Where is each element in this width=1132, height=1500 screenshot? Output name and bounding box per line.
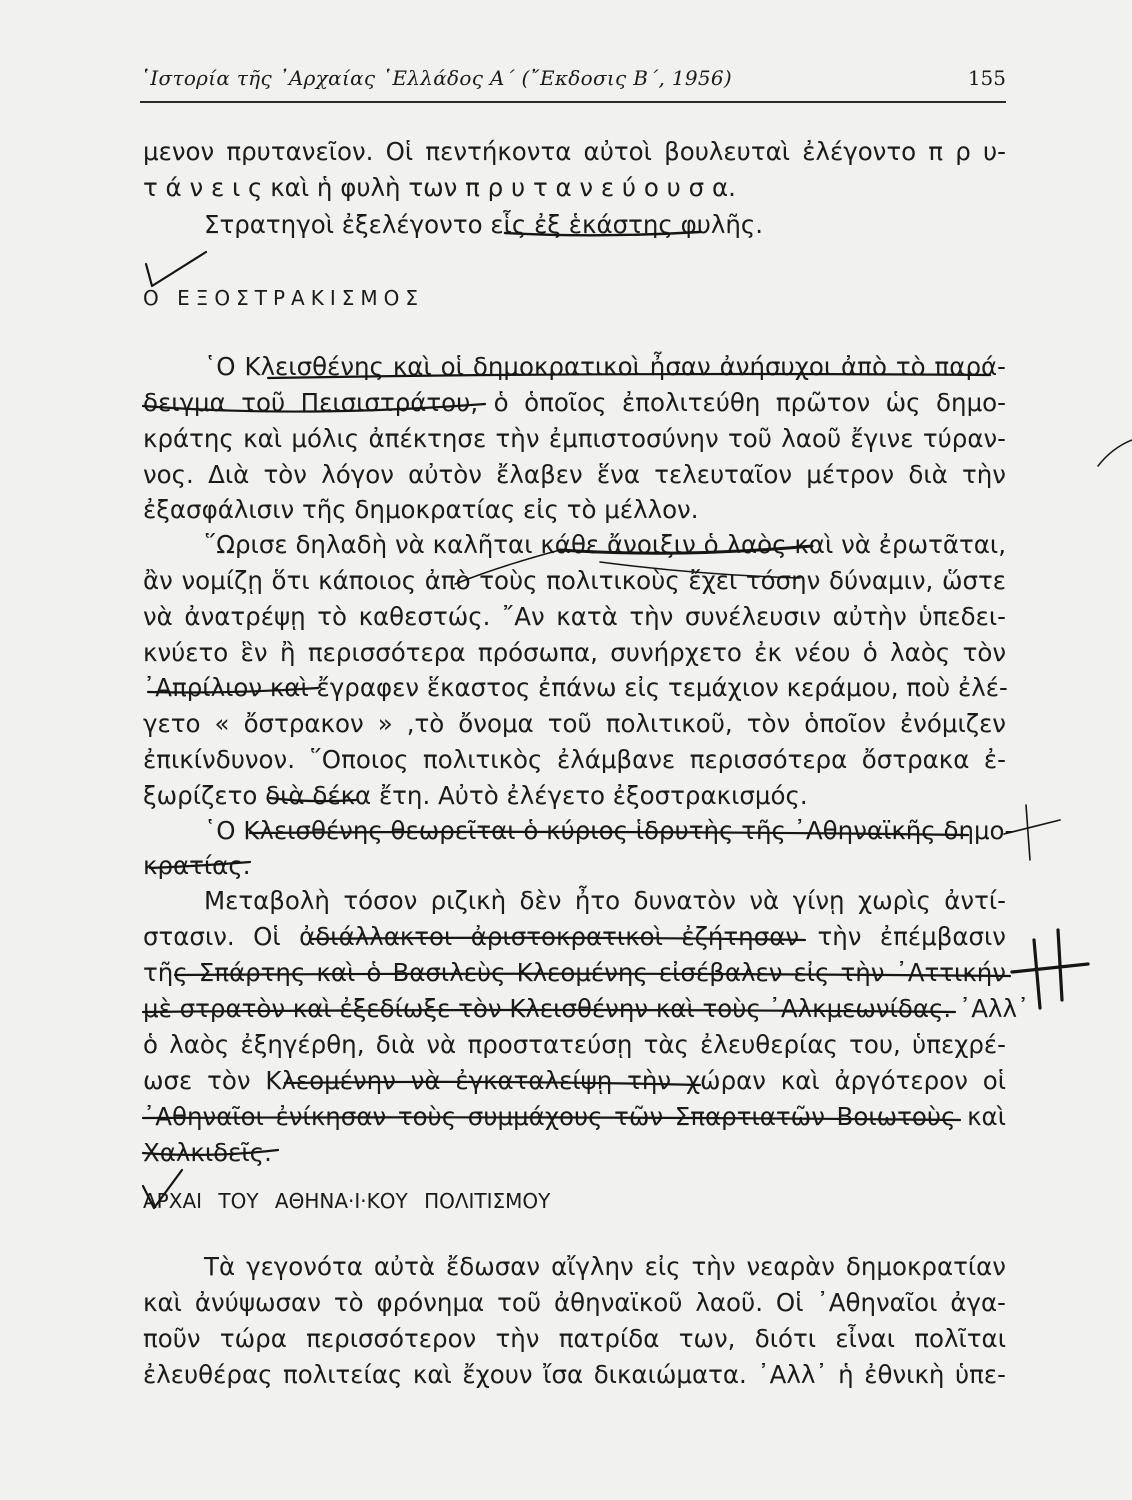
text-line: ἐπικίνδυνον. ῞Οποιος πολιτικὸς ἐλάμβανε περισσότερα ὄστρακα ἐ- (143, 745, 1006, 774)
text-line: ἐλευθέρας πολιτείας καὶ ἔχουν ἴσα δικαιώματα. ᾿Αλλ᾿ ἡ ἐθνικὴ ὑπε- (143, 1360, 1006, 1389)
text-line: μὲ στρατὸν καὶ ἐξεδίωξε τὸν Κλεισθένην καὶ τοὺς ᾿Αλκμεωνίδας. ᾿Αλλ᾿ (143, 994, 1030, 1023)
text-line: ποῦν τώρα περισσότερον τὴν πατρίδα των, διότι εἶναι πολῖται (143, 1324, 1006, 1353)
text-line: τ ά ν ε ι ς καὶ ἡ φυλὴ των π ρ υ τ α ν ε ύ ο υ σ α. (143, 173, 736, 202)
text-line: στασιν. Οἱ ἀδιάλλακτοι ἀριστοκρατικοὶ ἐζήτησαν τὴν ἐπέμβασιν (143, 922, 1006, 951)
header-rule (140, 101, 1006, 103)
running-head-title: ῾Ιστορία τῆς ᾿Αρχαίας ῾Ελλάδος Α΄ (῎Εκδοσις Β΄, 1956) (140, 66, 733, 90)
text-line: ωσε τὸν Κλεομένην νὰ ἐγκαταλείψῃ τὴν χώραν καὶ ἀργότερον οἱ (143, 1066, 1006, 1095)
text-line: ᾿Αθηναῖοι ἐνίκησαν τοὺς συμμάχους τῶν Σπαρτιατῶν Βοιωτοὺς καὶ (143, 1102, 1006, 1131)
section-heading-athenian-culture: ΑΡΧΑΙ ΤΟΥ ΑΘΗΝΑ·Ι·ΚΟΥ ΠΟΛΙΤΙΣΜΟΥ (143, 1189, 551, 1213)
running-head (140, 66, 1012, 100)
page-number: 155 (967, 66, 1006, 90)
text-line: ἐξασφάλισιν τῆς δημοκρατίας εἰς τὸ μέλλον. (143, 495, 699, 524)
text-line: τῆς Σπάρτης καὶ ὁ Βασιλεὺς Κλεομένης εἰσέβαλεν εἰς τὴν ᾿Αττικήν (143, 958, 1006, 987)
text-line: νος. Διὰ τὸν λόγον αὐτὸν ἔλαβεν ἕνα τελευταῖον μέτρον διὰ τὴν (143, 460, 1006, 489)
pen-margin-stroke (1098, 440, 1132, 466)
text-line: ῞Ωρισε δηλαδὴ νὰ καλῆται κάθε ἄνοιξιν ὁ λαὸς καὶ νὰ ἐρωτᾶται, (204, 530, 1006, 559)
text-line: κρατίας. (143, 851, 251, 880)
text-line: ἂν νομίζῃ ὅτι κάποιος ἀπὸ τοὺς πολιτικοὺς ἔχει τόσην δύναμιν, ὥστε (143, 566, 1006, 595)
text-line: γετο « ὄστρακον » ,τὸ ὄνομα τοῦ πολιτικοῦ, τὸν ὁποῖον ἐνόμιζεν (143, 709, 1006, 738)
text-line: δειγμα τοῦ Πεισιστράτου, ὁ ὁποῖος ἐπολιτεύθη πρῶτον ὡς δημο- (143, 388, 1006, 417)
text-line: καὶ ἀνύψωσαν τὸ φρόνημα τοῦ ἀθηναϊκοῦ λαοῦ. Οἱ ᾿Αθηναῖοι ἀγα- (143, 1288, 1006, 1317)
text-line: ᾿Απρίλιον καὶ ἔγραφεν ἕκαστος ἐπάνω εἰς τεμάχιον κεράμου, ποὺ ἐλέ- (143, 673, 1008, 702)
text-line: Στρατηγοὶ ἐξελέγοντο εἷς ἐξ ἑκάστης φυλῆς. (204, 210, 764, 239)
text-line: μενον πρυτανεῖον. Οἱ πεντήκοντα αὐτοὶ βουλευταὶ ἐλέγοντο π ρ υ- (143, 137, 1006, 166)
text-line: κράτης καὶ μόλις ἀπέκτησε τὴν ἐμπιστοσύνην τοῦ λαοῦ ἔγινε τύραν- (143, 424, 1006, 453)
text-line: ξωρίζετο διὰ δέκα ἔτη. Αὐτὸ ἐλέγετο ἐξοστρακισμός. (143, 781, 808, 810)
section-heading-ostracism: Ο ΕΞΟΣΤΡΑΚΙΣΜΟΣ (143, 286, 424, 310)
text-line: ῾Ο Κλεισθένης θεωρεῖται ὁ κύριος ἱδρυτὴς τῆς ᾿Αθηναϊκῆς δημο- (204, 816, 1014, 845)
text-line: Τὰ γεγονότα αὐτὰ ἔδωσαν αἴγλην εἰς τὴν νεαρὰν δημοκρατίαν (204, 1252, 1006, 1281)
text-line: νὰ ἀνατρέψῃ τὸ καθεστώς. ῎Αν κατὰ τὴν συνέλευσιν αὐτὴν ὑπεδει- (143, 602, 1006, 631)
text-line: Μεταβολὴ τόσον ριζικὴ δὲν ἦτο δυνατὸν νὰ γίνῃ χωρὶς ἀντί- (204, 886, 1006, 915)
text-line: κνύετο ἓν ἢ περισσότερα πρόσωπα, συνήρχετο ἐκ νέου ὁ λαὸς τὸν (143, 638, 1006, 667)
text-line: ῾Ο Κλεισθένης καὶ οἱ δημοκρατικοὶ ἦσαν ἀνήσυχοι ἀπὸ τὸ παρά- (204, 352, 1006, 381)
text-line: Χαλκιδεῖς. (143, 1138, 272, 1167)
text-line: ὁ λαὸς ἐξηγέρθη, διὰ νὰ προστατεύσῃ τὰς ἐλευθερίας του, ὑπεχρέ- (143, 1030, 1006, 1059)
